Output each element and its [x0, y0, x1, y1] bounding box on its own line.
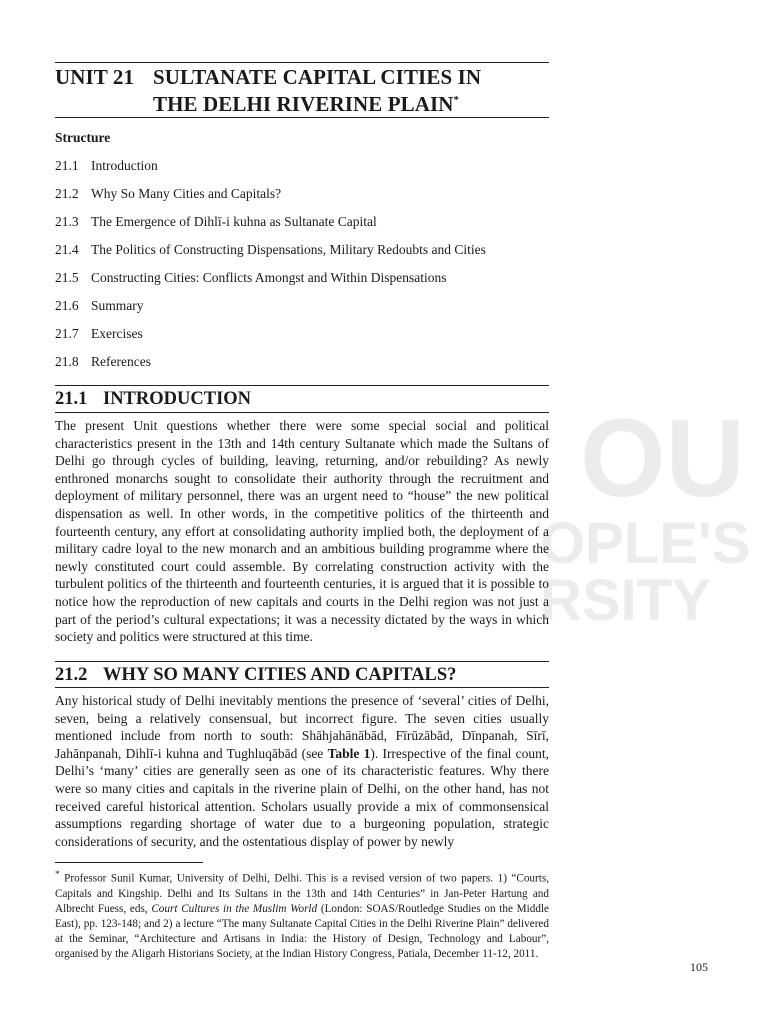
- toc-item: [55, 325, 549, 353]
- footnote: [55, 868, 549, 962]
- toc-item-label: References: [91, 354, 151, 369]
- section-title: WHY SO MANY CITIES AND CAPITALS?: [103, 665, 457, 685]
- toc-item-label: Summary: [91, 298, 144, 313]
- section-1-bottom-rule: [55, 412, 549, 413]
- toc-item-label: Why So Many Cities and Capitals?: [91, 186, 282, 201]
- toc-item-label: Exercises: [91, 326, 143, 341]
- toc-item: [55, 241, 549, 269]
- section-number: 21.1: [55, 389, 88, 409]
- footnote-rule: [55, 862, 203, 863]
- watermark-line-1: OU: [580, 397, 745, 520]
- toc-item-number: 21.5: [55, 270, 79, 285]
- section-2-bottom-rule: [55, 687, 549, 688]
- section-title: INTRODUCTION: [103, 389, 252, 409]
- toc-item-number: 21.3: [55, 214, 79, 229]
- unit-title-line-2: THE DELHI RIVERINE PLAIN: [153, 92, 454, 116]
- section-1-top-rule: [55, 385, 549, 386]
- toc-item: [55, 353, 549, 381]
- title-top-rule: [55, 62, 549, 63]
- toc-item-label: Constructing Cities: Conflicts Amongst and Within Dispensations: [91, 270, 447, 285]
- toc-item-label: The Emergence of Dihlī-i kuhna as Sultanate Capital: [91, 214, 377, 229]
- footnote-text: (London: SOAS/Routledge Studies on the Middle East), pp. 123-148; and 2) a lecture “The many Sultanate Capital Cities in the Delhi Riverine Plain” delivered at the Seminar, “Architecture and Artisans in India: the History of Design, Technology and Labour”, organised by the Aligarh Historians Society, at the Indian History Congress, Patiala, December 11-12, 2011.: [55, 902, 550, 961]
- watermark-line-3: RSITY: [540, 568, 711, 633]
- watermark-line-2: OPLE'S: [540, 511, 751, 576]
- unit-title-line-1: SULTANATE CAPITAL CITIES IN: [153, 65, 482, 89]
- footnote-book-title: Court Cultures in the Muslim World: [151, 902, 318, 915]
- toc-item-number: 21.7: [55, 326, 79, 341]
- toc-item-label: The Politics of Constructing Dispensations, Military Redoubts and Cities: [91, 242, 486, 257]
- toc-item: [55, 269, 549, 297]
- section-2-top-rule: [55, 661, 549, 662]
- toc-item: [55, 297, 549, 325]
- why-so-many-cities-paragraph: [55, 692, 549, 850]
- unit-title: [55, 64, 549, 118]
- title-bottom-rule: [55, 117, 549, 118]
- toc-item-number: 21.1: [55, 158, 79, 173]
- title-footnote-mark: *: [453, 94, 460, 106]
- section-number: 21.2: [55, 665, 88, 685]
- toc-item-number: 21.4: [55, 242, 79, 257]
- introduction-paragraph: The present Unit questions whether there were some special social and political characteristics present in the 13th and 14th century Sultanate which made the Sultans of Delhi go through cycles of building, leaving, returning, and/or rebuilding? As newly enthroned monarchs sought to consolidate their authority through the recruitment and deployment of military personnel, there was an urgent need to “house” the new political dispensation as well. In other words, in the competitive politics of the thirteenth and fourteenth century, any effort at consolidating authority implied both, the deployment of a military cadre loyal to the new monarch and an ambitious building programme where the newly constituted court could assemble. By correlating construction activity with the turbulent politics of the thirteenth and fourteenth centuries, it is argued that it is possible to notice how the reproduction of new capitals and courts in the Delhi region was not just a part of the period’s cultural expectations; it was a necessity dictated by the ways in which society and politics were structured at this time.: [55, 418, 549, 645]
- toc-item: [55, 185, 549, 213]
- toc-item: [55, 157, 549, 185]
- table-1-reference: Table 1: [327, 745, 371, 761]
- section-heading-introduction: [55, 388, 549, 410]
- toc-item-number: 21.8: [55, 354, 79, 369]
- table-of-contents: [55, 157, 549, 381]
- toc-item-number: 21.2: [55, 186, 79, 201]
- paragraph-text: Any historical study of Delhi inevitably mentions the presence of ‘several’ cities of Delhi, seven, being a relatively consensual, but incorrect figure. The seven cities usually mentioned include from north to south: Shāhjahānābād, Fīrūzābād, Dīnpanah, Sīrī, Jahānpanah, Dihlī-i kuhna and Tughluqābād (see: [55, 693, 549, 761]
- toc-item-label: Introduction: [91, 158, 158, 173]
- footnote-mark: *: [55, 870, 60, 880]
- paragraph-text: ). Irrespective of the final count, Delhi’s ‘many’ cities are generally seen as one of its characteristic features. Why there were so many cities and capitals in the riverine plain of Delhi, on the other hand, has not received careful historical attention. Scholars usually provide a mix of commonsensical assumptions regarding shortage of water due to a burgeoning population, strategic considerations of security, and the ostentatious display of power by newly: [55, 745, 549, 849]
- page-number: 105: [690, 960, 708, 974]
- toc-item: [55, 213, 549, 241]
- footnote-text: Professor Sunil Kumar, University of Delhi, Delhi. This is a revised version of two papers. 1) “Courts, Capitals and Kingship. Delhi and Its Sultans in the 13th and 14th Centuries” in Jan-Peter Hartung and Albrecht Fuess, eds,: [55, 872, 549, 915]
- unit-number: UNIT 21: [55, 65, 135, 89]
- structure-heading: Structure: [55, 130, 111, 145]
- toc-item-number: 21.6: [55, 298, 79, 313]
- section-heading-why-so-many-cities: [55, 664, 549, 686]
